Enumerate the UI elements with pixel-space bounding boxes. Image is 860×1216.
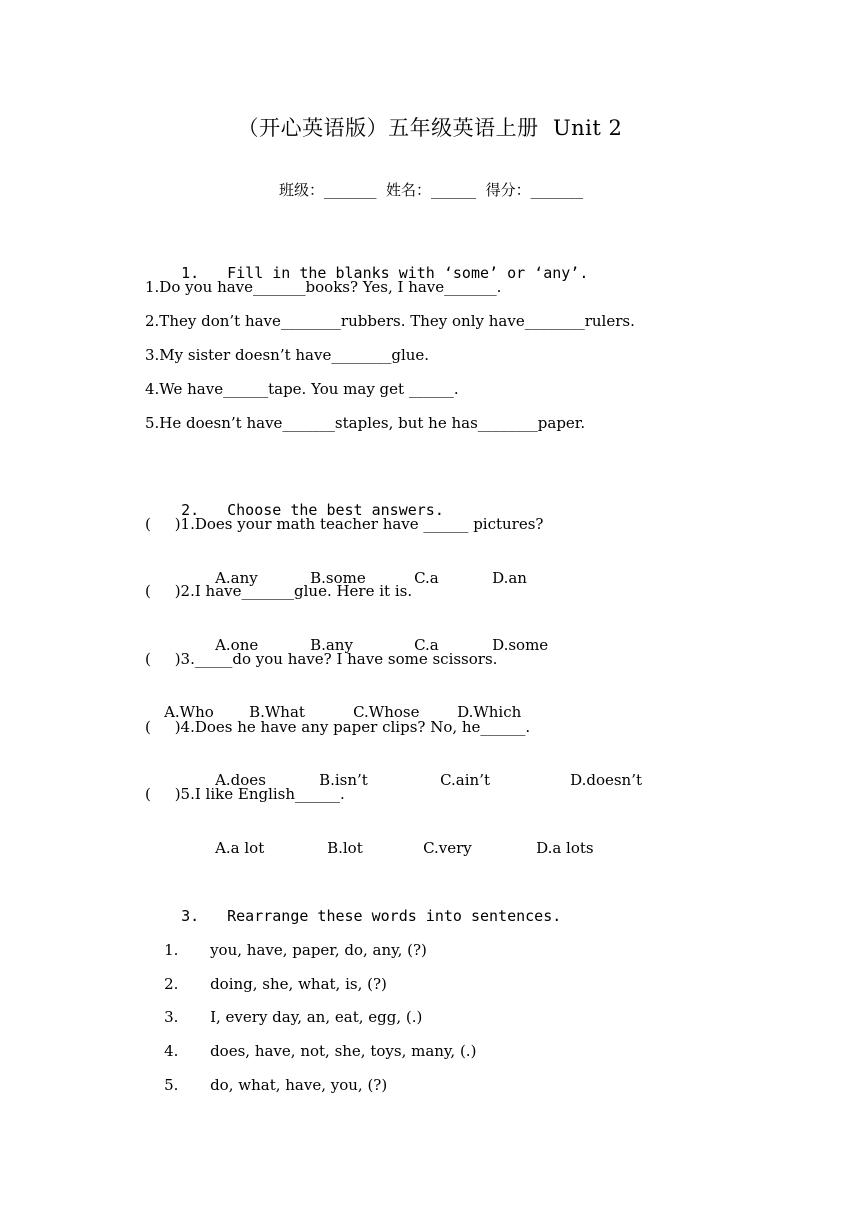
option-a: A.one bbox=[215, 636, 259, 654]
question-stem: ( )4.Does he have any paper clips? No, he______. bbox=[145, 718, 531, 736]
option-d: D.doesn’t bbox=[570, 771, 643, 789]
option-a: A.does bbox=[215, 771, 266, 789]
option-c: C.very bbox=[423, 839, 472, 857]
section-1-item: 2.They don’t have________rubbers. They only have________rulers. bbox=[145, 312, 635, 330]
option-c: C.ain’t bbox=[440, 771, 490, 789]
option-c: C.Whose bbox=[353, 703, 420, 721]
section-3-heading: Rearrange these words into sentences. bbox=[227, 907, 562, 925]
option-a: A.Who bbox=[164, 703, 214, 721]
section-1-item: 1.Do you have_______books? Yes, I have_______. bbox=[145, 278, 502, 296]
rearrange-item-number: 1. bbox=[164, 941, 179, 959]
rearrange-item-number: 2. bbox=[164, 975, 179, 993]
option-c: C.a bbox=[414, 636, 439, 654]
question-stem: ( )3._____do you have? I have some scissors. bbox=[145, 650, 498, 668]
option-a: A.any bbox=[215, 569, 258, 587]
option-d: D.some bbox=[492, 636, 549, 654]
rearrange-item-words: do, what, have, you, (?) bbox=[210, 1076, 388, 1094]
rearrange-item-number: 4. bbox=[164, 1042, 179, 1060]
rearrange-item-words: does, have, not, she, toys, many, (.) bbox=[210, 1042, 477, 1060]
option-d: D.an bbox=[492, 569, 527, 587]
student-info-line: 班级：_______ 姓名：______ 得分：_______ bbox=[279, 181, 584, 199]
rearrange-item-number: 3. bbox=[164, 1008, 179, 1026]
option-d: D.Which bbox=[457, 703, 522, 721]
option-b: B.any bbox=[310, 636, 353, 654]
section-3-number: 3. bbox=[181, 907, 200, 925]
rearrange-item-number: 5. bbox=[164, 1076, 179, 1094]
section-1-item: 5.He doesn’t have_______staples, but he has________paper. bbox=[145, 414, 586, 432]
option-b: B.What bbox=[249, 703, 305, 721]
rearrange-item bbox=[145, 1055, 387, 1115]
section-2-heading: Choose the best answers. bbox=[227, 501, 444, 519]
question-options bbox=[196, 818, 594, 878]
question-stem: ( )5.I like English______. bbox=[145, 785, 345, 803]
section-1-number: 1. bbox=[181, 264, 200, 282]
question-stem: ( )2.I have_______glue. Here it is. bbox=[145, 582, 413, 600]
option-b: B.lot bbox=[327, 839, 363, 857]
section-1-item: 3.My sister doesn’t have________glue. bbox=[145, 346, 430, 364]
page-title: （开心英语版）五年级英语上册 Unit 2 bbox=[237, 116, 623, 140]
question-stem: ( )1.Does your math teacher have ______ pictures? bbox=[145, 515, 544, 533]
section-1-heading: Fill in the blanks with ‘some’ or ‘any’. bbox=[227, 264, 589, 282]
option-a: A.a lot bbox=[215, 839, 265, 857]
option-d: D.a lots bbox=[536, 839, 594, 857]
option-b: B.isn’t bbox=[319, 771, 368, 789]
rearrange-item-words: I, every day, an, eat, egg, (.) bbox=[210, 1008, 423, 1026]
rearrange-item-words: doing, she, what, is, (?) bbox=[210, 975, 387, 993]
section-1-item: 4.We have______tape. You may get ______. bbox=[145, 380, 459, 398]
option-c: C.a bbox=[414, 569, 439, 587]
option-b: B.some bbox=[310, 569, 366, 587]
rearrange-item-words: you, have, paper, do, any, (?) bbox=[210, 941, 427, 959]
section-2-number: 2. bbox=[181, 501, 200, 519]
